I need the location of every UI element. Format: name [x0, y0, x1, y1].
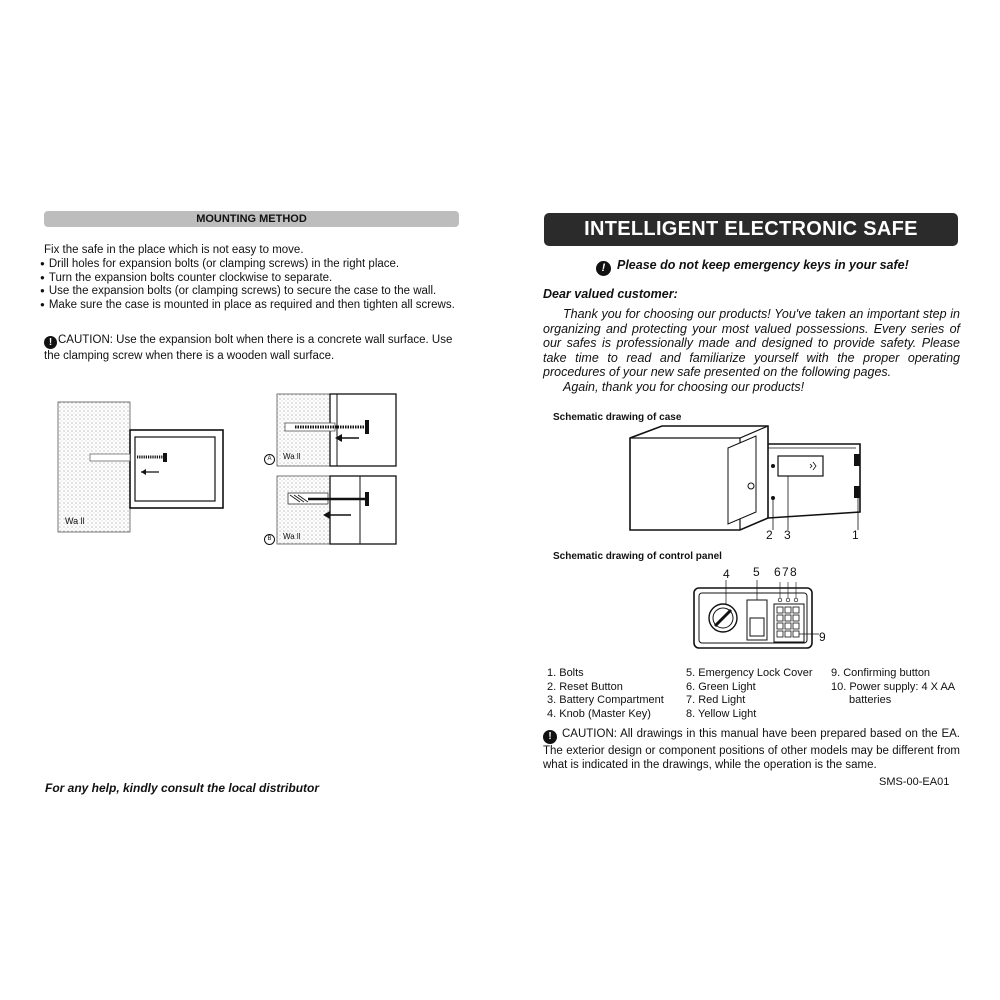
legend-item: batteries — [849, 694, 892, 706]
mounting-steps — [40, 258, 455, 312]
exclamation-icon: ! — [44, 336, 57, 349]
exclamation-icon: ! — [596, 261, 611, 276]
mounting-step: ● Turn the expansion bolts counter clockwise to separate. — [40, 272, 455, 286]
wall-label-b: Wa ll — [283, 532, 301, 541]
wall-main-figure — [58, 402, 223, 532]
mounting-step: ● Use the expansion bolts (or clamping screws) to secure the case to the wall. — [40, 285, 455, 299]
control-panel-drawing — [693, 580, 823, 652]
legend-item: 5. Emergency Lock Cover — [686, 667, 813, 679]
legend-column-2 — [686, 667, 813, 721]
marker-b: B — [264, 534, 275, 545]
mounting-illustration — [55, 390, 405, 550]
legend-item: 6. Green Light — [686, 680, 756, 693]
drawings-caution: ! CAUTION: All drawings in this manual have been prepared based on the EA. The exterior design or component positions of other models may be different from what is indicated in the drawings, while the operation is the same. — [543, 728, 960, 771]
legend-column-3 — [831, 667, 955, 708]
panel-label-4: 4 — [723, 567, 730, 581]
thanks-again: Again, thank you for choosing our products! — [563, 380, 805, 394]
case-drawing — [628, 424, 868, 536]
emergency-key-warning: ! Please do not keep emergency keys in your safe! — [596, 258, 909, 276]
page-title: INTELLIGENT ELECTRONIC SAFE — [544, 213, 958, 246]
legend-item: 9. Confirming button — [831, 667, 931, 679]
thanks-paragraph: Thank you for choosing our products! You've taken an important step in organizing and protecting your most valued possessions. Every series of our safes is professionally made and designed to provide safety. Please take time to read and familiarize yourself with the proper operating procedures of your new safe presented on the following pages. — [543, 307, 960, 379]
case-label-3: 3 — [784, 528, 791, 542]
marker-a: A — [264, 454, 275, 465]
greeting: Dear valued customer: — [543, 287, 678, 301]
help-text: For any help, kindly consult the local distributor — [45, 781, 320, 795]
wall-label-a: Wa ll — [283, 452, 301, 461]
case-label-2: 2 — [766, 528, 773, 542]
exclamation-icon: ! — [543, 730, 557, 744]
case-drawing-heading: Schematic drawing of case — [553, 412, 682, 423]
panel-label-678: 6 7 8 — [774, 565, 796, 579]
mounting-method-heading: MOUNTING METHOD — [44, 211, 459, 227]
legend-item: 2. Reset Button — [547, 680, 623, 693]
wall-label-main: Wa ll — [65, 516, 85, 526]
mounting-step: ● Make sure the case is mounted in place as required and then tighten all screws. — [40, 299, 455, 313]
panel-label-9: 9 — [819, 630, 826, 644]
legend-item: 4. Knob (Master Key) — [547, 707, 651, 720]
legend-item: 1. Bolts — [547, 667, 584, 679]
panel-label-5: 5 — [753, 565, 760, 579]
legend-item: 7. Red Light — [686, 694, 746, 706]
legend-item: 3. Battery Compartment — [547, 694, 664, 706]
legend-item: 10. Power supply: 4 X AA — [831, 680, 956, 693]
legend-item: 8. Yellow Light — [686, 707, 757, 720]
mounting-intro: Fix the safe in the place which is not easy to move. — [44, 244, 304, 256]
legend-column-1 — [547, 667, 664, 721]
mounting-caution: ! CAUTION: Use the expansion bolt when there is a concrete wall surface. Use the clamping screw when there is a wooden wall surface. — [44, 334, 453, 362]
mounting-step: ● Drill holes for expansion bolts (or clamping screws) in the right place. — [40, 258, 455, 272]
case-label-1: 1 — [852, 528, 859, 542]
model-code: SMS-00-EA01 — [879, 776, 950, 788]
control-panel-heading: Schematic drawing of control panel — [553, 551, 722, 562]
